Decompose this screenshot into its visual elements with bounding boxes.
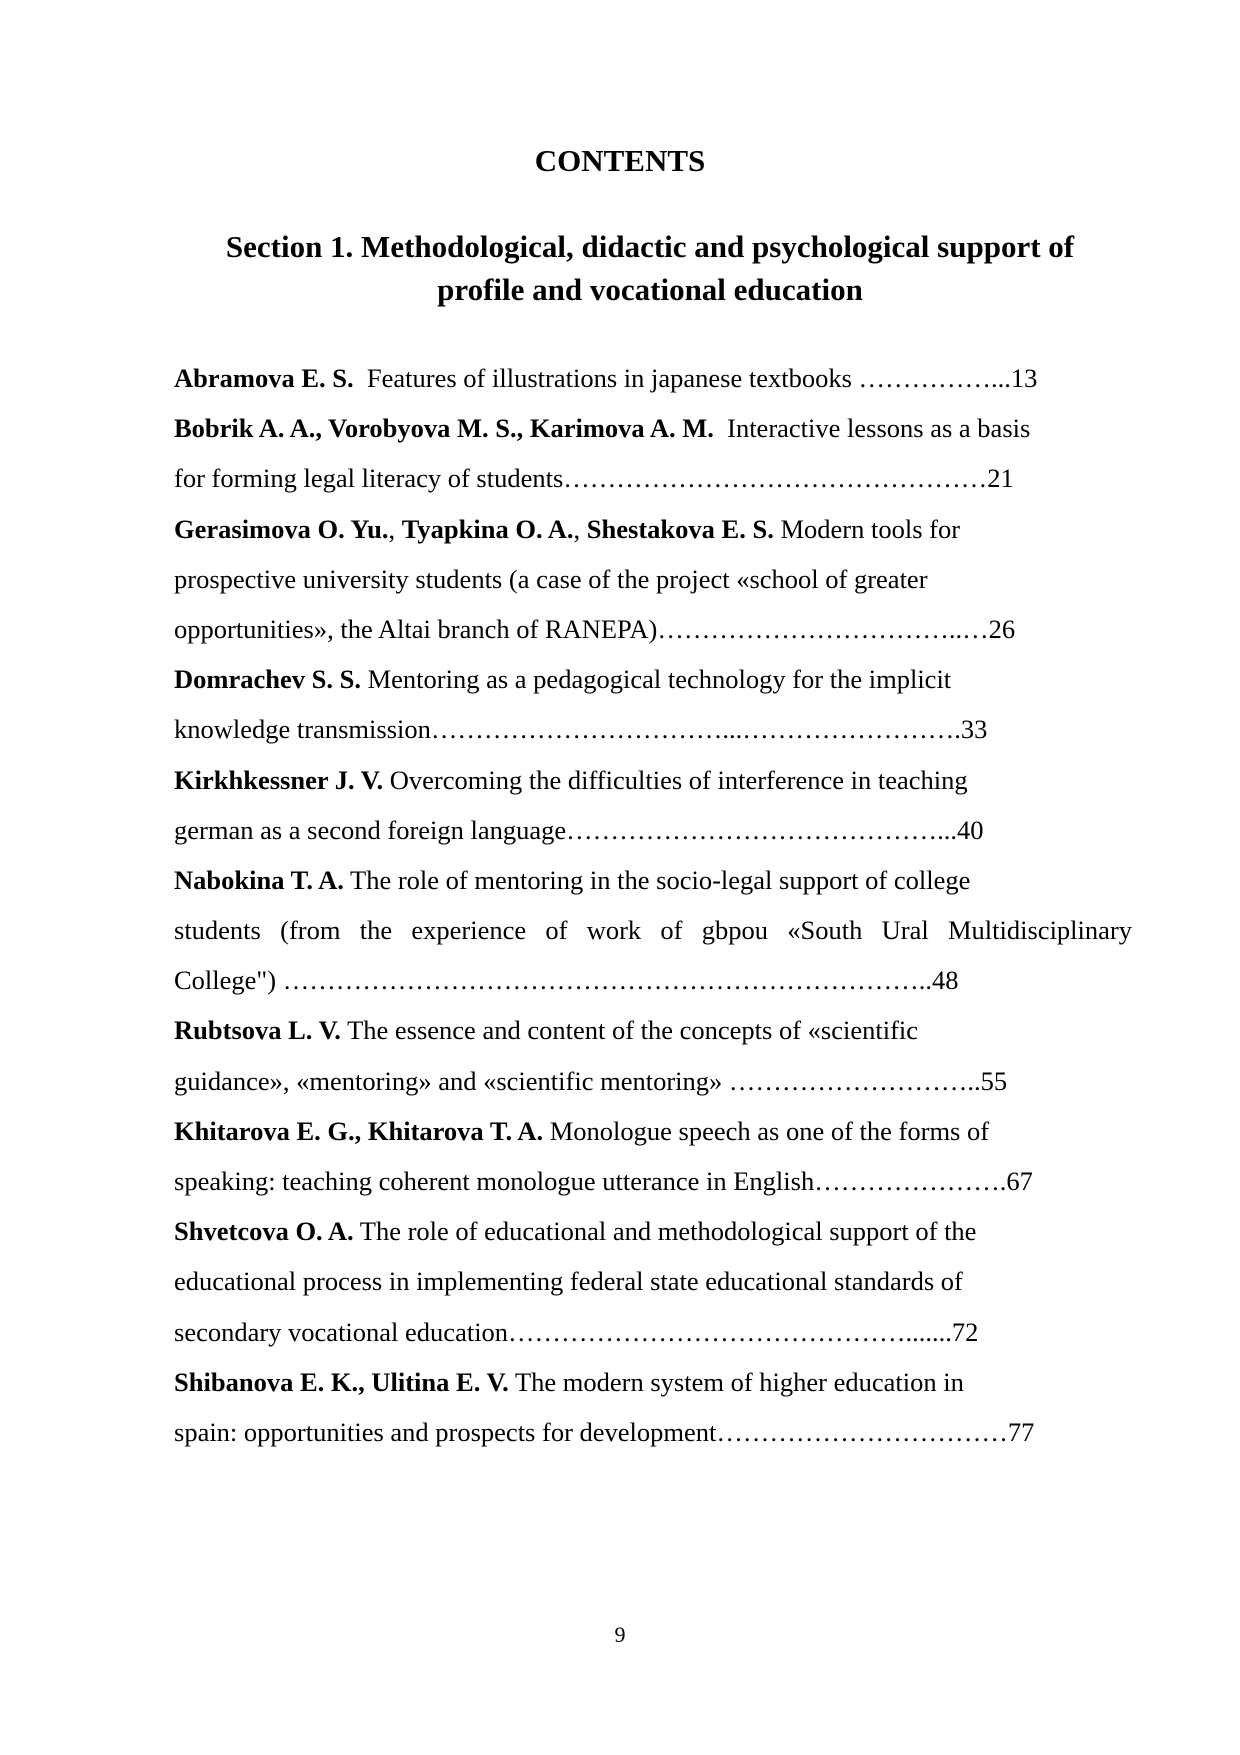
toc-entry-domrachev[interactable] — [174, 654, 1132, 754]
toc-entry-kirkhkessner[interactable] — [174, 755, 1132, 855]
toc-line — [174, 855, 1132, 905]
toc-text: Mentoring as a pedagogical technology for the implicit — [360, 664, 952, 695]
toc-author: Kirkhkessner J. V. — [174, 764, 384, 795]
toc-line — [174, 504, 1132, 554]
toc-author: Tyapkina O. A. — [401, 513, 574, 544]
toc-text: The role of educational and methodological support of the — [353, 1216, 977, 1247]
toc-line: german as a second foreign language……………………………………...40 — [174, 814, 984, 845]
toc-author: Gerasimova O. Yu. — [174, 513, 389, 544]
toc-entry-bobrik[interactable] — [174, 403, 1132, 503]
toc-author: Shibanova E. K., Ulitina E. V. — [174, 1366, 509, 1397]
toc-line — [174, 1357, 1132, 1407]
toc-author: Bobrik A. A., Vorobyova M. S., Karimova A. M. — [174, 413, 714, 444]
table-of-contents — [174, 353, 1132, 1457]
toc-separator: , — [573, 513, 587, 544]
toc-author: Domrachev S. S. — [174, 664, 361, 695]
toc-line — [174, 1106, 1132, 1156]
toc-line: prospective university students (a case of the project «school of greater — [174, 563, 928, 594]
toc-line: for forming legal literacy of students…………………………………………21 — [174, 463, 1014, 494]
toc-line: educational process in implementing federal state educational standards of — [174, 1266, 963, 1297]
toc-line — [174, 1005, 1132, 1055]
toc-line: spain: opportunities and prospects for development……………………………77 — [174, 1416, 1035, 1447]
toc-text: Monologue speech as one of the forms of — [543, 1115, 990, 1146]
toc-line: speaking: teaching coherent monologue utterance in English………………….67 — [174, 1166, 1033, 1196]
toc-entry-abramova[interactable] — [174, 353, 1132, 403]
toc-entry-gerasimova[interactable] — [174, 504, 1132, 655]
toc-entry-shvetcova[interactable] — [174, 1206, 1132, 1357]
section-title — [150, 225, 1150, 311]
toc-line — [174, 755, 1132, 805]
toc-text: Features of illustrations in japanese textbooks ……………...13 — [353, 363, 1038, 393]
toc-text: The modern system of higher education in — [508, 1366, 964, 1397]
toc-entry-nabokina[interactable] — [174, 855, 1132, 1006]
toc-line: secondary vocational education……………………………………….......72 — [174, 1316, 979, 1347]
toc-author: Shestakova E. S. — [586, 513, 774, 544]
toc-line — [174, 353, 1132, 403]
toc-line — [174, 654, 1132, 704]
toc-line: knowledge transmission……………………………...…………………….33 — [174, 714, 988, 745]
toc-text: The essence and content of the concepts of «scientific — [340, 1015, 919, 1046]
toc-line: students (from the experience of work of gbpou «South Ural Multidisciplinary — [174, 915, 1132, 946]
toc-author: Abramova E. S. — [174, 363, 354, 393]
toc-text: Interactive lessons as a basis — [713, 413, 1031, 444]
toc-separator: , — [388, 513, 402, 544]
toc-entry-shibanova[interactable] — [174, 1357, 1132, 1457]
toc-author: Shvetcova O. A. — [174, 1216, 354, 1247]
toc-entry-khitarova[interactable] — [174, 1106, 1132, 1206]
toc-entry-rubtsova[interactable] — [174, 1005, 1132, 1105]
contents-heading: CONTENTS — [534, 143, 706, 178]
toc-line — [174, 1206, 1132, 1256]
toc-line: College") ………………………………………………………………..48 — [174, 965, 959, 996]
toc-line: guidance», «mentoring» and «scientific mentoring» ………………………..55 — [174, 1065, 1008, 1096]
toc-line: opportunities», the Altai branch of RANEPA)……………………………..…26 — [174, 613, 1016, 644]
toc-text: Modern tools for — [773, 513, 961, 544]
section-title-line-2: profile and vocational education — [437, 272, 863, 307]
toc-line — [174, 403, 1132, 453]
page-number: 9 — [614, 1622, 626, 1647]
toc-author: Nabokina T. A. — [174, 864, 344, 895]
toc-author: Rubtsova L. V. — [174, 1015, 341, 1046]
section-title-line-1: Section 1. Methodological, didactic and psychological support of — [225, 229, 1075, 264]
toc-text: The role of mentoring in the socio-legal support of college — [343, 864, 971, 895]
toc-author: Khitarova E. G., Khitarova T. A. — [174, 1115, 544, 1146]
toc-text: Overcoming the difficulties of interference in teaching — [383, 764, 968, 795]
